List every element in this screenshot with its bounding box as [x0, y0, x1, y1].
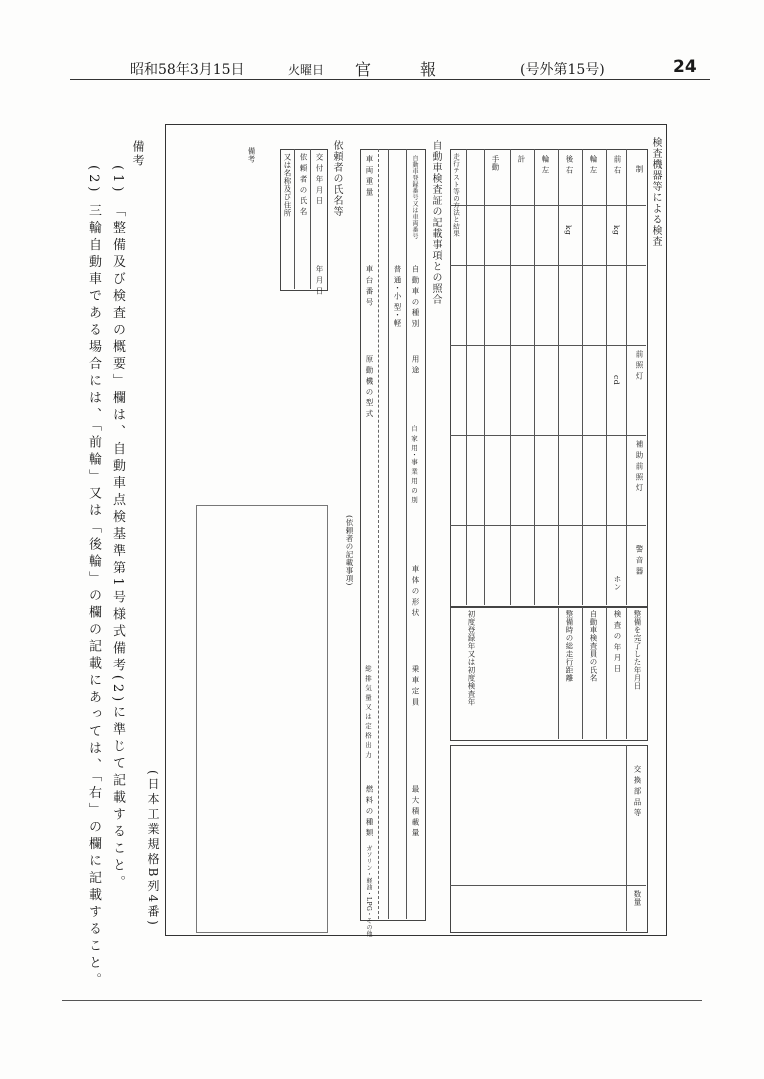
requester-field: 又は名称及び住所 — [283, 153, 292, 217]
remarks-cell: 備考 — [247, 147, 256, 163]
grid-line — [484, 149, 485, 605]
unit-kg: kg — [564, 225, 573, 236]
issue-number: (号外第15号) — [520, 62, 605, 78]
unit-cd: cd — [612, 375, 621, 386]
page-header — [70, 57, 710, 80]
section-inspection-title: 検査機器等による検査 — [650, 137, 661, 247]
headlight-header: 前 照 灯 — [635, 350, 644, 380]
row-label: 前 右 — [613, 155, 622, 174]
grid-line — [582, 149, 583, 605]
cert-field-2: 車 台 番 号 — [365, 265, 374, 306]
fuel-types: ガソリン・軽油・LPG・その他 — [365, 845, 372, 938]
row-label: 制 — [635, 165, 644, 173]
section-requester-title: 依頼者の氏名等 — [331, 140, 342, 217]
cert-field-2: 総 排 気 量 又 は 定 格 出 力 — [364, 665, 372, 759]
grid-line — [406, 149, 407, 919]
grid-line — [558, 607, 559, 739]
right-field: 整備を完了した年月日 — [633, 610, 642, 690]
grid-line — [450, 205, 646, 206]
notes-label: 備考 — [131, 140, 145, 168]
cert-field: 自 家 用・事 業 用 の 別 — [410, 425, 418, 504]
grid-line — [626, 149, 627, 605]
gazette-title-1: 官 — [355, 60, 372, 79]
grid-line — [294, 149, 295, 289]
unit-hon: ホン — [613, 575, 622, 591]
section-certificate-title: 自動車検査証の記載事項との照合 — [430, 140, 441, 305]
row-label: 走行テスト等の方法と結果 — [452, 153, 460, 237]
grid-line — [626, 607, 627, 739]
grid-line — [450, 435, 646, 436]
grid-line — [466, 149, 467, 605]
right-field: 初度登録年又は初度検査年 — [467, 610, 476, 706]
grid-line — [450, 525, 646, 526]
row-label: 輪 左 — [589, 155, 598, 174]
page-number: 24 — [673, 57, 697, 77]
qty-header: 数量 — [633, 890, 642, 906]
grid-line — [582, 607, 583, 739]
cert-field: 車 体 の 形 状 — [411, 565, 420, 617]
row-label: 計 — [517, 155, 526, 163]
grid-line — [534, 149, 535, 605]
requester-note: (依頼者の記載事項) — [345, 515, 354, 586]
remarks-box — [196, 505, 328, 933]
row-label: 手動 — [491, 155, 500, 171]
parts-box — [450, 745, 648, 933]
issue-date: 昭和58年3月15日 — [130, 62, 245, 78]
note-2: (2) 三輪自動車である場合には、「前輪」又は「後輪」の欄の記載にあっては、「右」の欄に記載すること。 — [86, 165, 101, 990]
grid-line — [558, 149, 559, 605]
grid-line — [510, 149, 511, 605]
right-field: 整備時の総走行距離 — [565, 610, 574, 682]
grid-line — [388, 149, 389, 919]
cert-field: 最 大 積 載 量 — [411, 785, 420, 837]
gazette-title-2: 報 — [420, 60, 437, 79]
requester-field: 依 頼 者 の 氏 名 — [299, 153, 308, 216]
grid-line — [378, 149, 379, 919]
aux-headlight-header: 補 助 前 照 灯 — [635, 440, 644, 492]
row-label: 輪 左 — [541, 155, 550, 174]
cert-field: 自動車登録番号又は車両番号 — [411, 155, 418, 240]
grid-line — [450, 265, 646, 266]
note-1: (1) 「整備及び検査の概要」欄は、自動車点検基準第1号様式備考(2)に準じて記載すること。 — [110, 165, 125, 893]
weekday: 火曜日 — [288, 63, 325, 77]
parts-header: 交 換 部 品 等 — [633, 765, 642, 817]
unit-kg: kg — [612, 225, 621, 236]
inspection-form — [165, 124, 667, 936]
cert-field-2: 燃 料 の 種 類 — [365, 785, 374, 837]
footer-rule — [62, 1000, 702, 1001]
jis-standard: (日本工業規格B列4番) — [146, 770, 160, 928]
right-field: 検 査 の 年 月 日 — [613, 610, 622, 673]
grid-line — [310, 149, 311, 289]
grid-line — [450, 345, 646, 346]
grid-line — [450, 885, 646, 886]
right-field: 自動車検査員の氏名 — [589, 610, 598, 682]
cert-field: 乗 車 定 員 — [411, 665, 420, 706]
date-placeholder: 年 月 日 — [315, 265, 324, 295]
cert-field: 自 動 車 の 種 別 — [411, 265, 420, 328]
grid-line — [606, 149, 607, 605]
grid-line — [606, 607, 607, 739]
cert-field-2: 車 両 重 量 — [365, 155, 374, 196]
requester-field: 交 付 年 月 日 — [315, 153, 324, 205]
cert-field-2: 原 動 機 の 型 式 — [365, 355, 374, 418]
horn-header: 警 音 器 — [635, 545, 644, 575]
grid-line — [626, 745, 627, 931]
cert-field: 用 途 — [411, 355, 420, 374]
vehicle-kinds: 普 通・小 型・軽 — [393, 265, 402, 327]
row-label: 後 右 — [565, 155, 574, 174]
